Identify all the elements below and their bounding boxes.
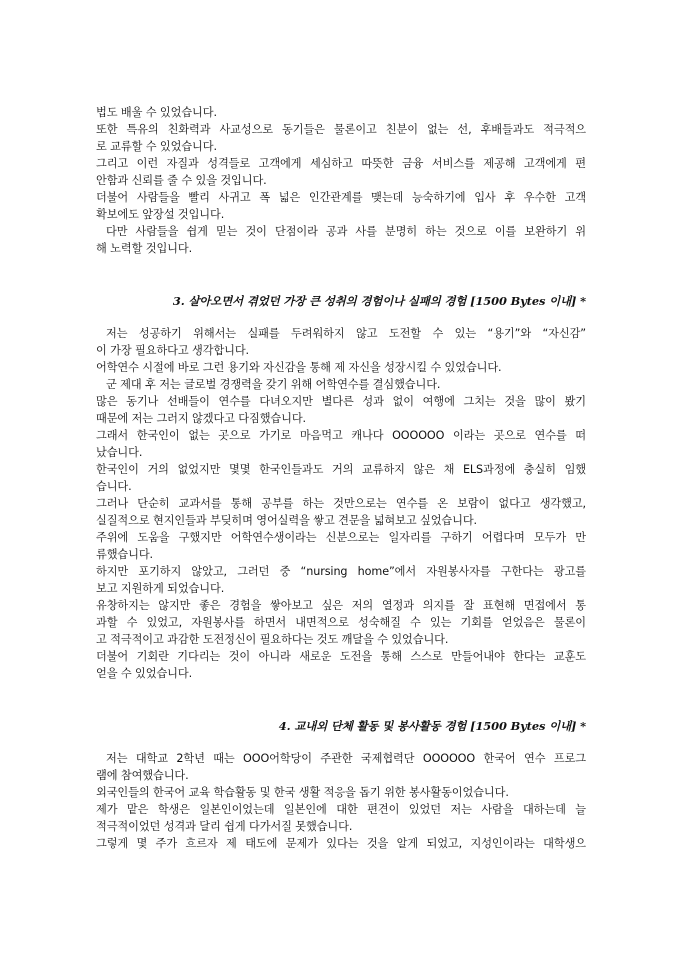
body-line: 실질적으로 현지인들과 부딪히며 영어실력을 쌓고 견문을 넓혀보고 싶었습니다. xyxy=(96,514,477,527)
body-line: 저는 성공하기 위해서는 실패를 두려워하지 않고 도전할 수 있는 “용기”와 “자신감” xyxy=(106,327,586,340)
body-line: 고 적극적이고 과감한 도전정신이 필요하다는 것도 깨달을 수 있었습니다. xyxy=(96,633,449,646)
body-line: 한국인이 거의 없었지만 몇몇 한국인들과도 거의 교류하지 않은 채 ELS과정에 충실히 임했 xyxy=(96,463,586,476)
body-line: 다만 사람들을 쉽게 믿는 것이 단점이라 공과 사를 분명히 하는 것으로 이를 보완하기 위 xyxy=(106,225,586,238)
section-3-body xyxy=(96,325,586,682)
document-page xyxy=(96,104,586,852)
body-line: 확보에도 앞장설 것입니다. xyxy=(96,208,225,221)
body-line: 램에 참여했습니다. xyxy=(96,769,189,782)
body-line: 그러나 단순히 교과서를 통해 공부를 하는 것만으로는 연수를 온 보람이 없다고 생각했고, xyxy=(96,497,586,510)
section-4-heading: 4. 교내외 단체 활동 및 봉사활동 경험 [1500 Bytes 이내] * xyxy=(278,719,586,733)
body-line: 법도 배울 수 있었습니다. xyxy=(96,106,217,119)
body-line: 적극적이었던 성격과 달리 쉽게 다가서질 못했습니다. xyxy=(96,820,353,833)
body-line: 그래서 한국인이 없는 곳으로 가기로 마음먹고 캐나다 OOOOOO 이라는 곳으로 연수를 떠 xyxy=(96,429,586,442)
body-line: 해 노력할 것입니다. xyxy=(96,242,193,255)
body-line: 외국인들의 한국어 교육 학습활동 및 한국 생활 적응을 돕기 위한 봉사활동이었습니다. xyxy=(96,786,509,799)
body-line: 제가 맡은 학생은 일본인이었는데 일본인에 대한 편견이 있었던 저는 사람을 대하는데 늘 xyxy=(96,803,586,816)
body-line: 류했습니다. xyxy=(96,548,153,561)
body-line: 하지만 포기하지 않았고, 그러던 중 “nursing home”에서 자원봉사자를 구한다는 광고를 xyxy=(96,565,586,578)
body-line: 주위에 도움을 구했지만 어학연수생이라는 신분으로는 일자리를 구하기 어렵다며 모두가 만 xyxy=(96,531,586,544)
section-3-heading: 3. 살아오면서 겪었던 가장 큰 성취의 경험이나 실패의 경험 [1500 Bytes 이내] * xyxy=(172,294,586,308)
body-line: 군 제대 후 저는 글로벌 경쟁력을 갖기 위해 어학연수를 결심했습니다. xyxy=(106,378,441,391)
body-line: 로 교류할 수 있었습니다. xyxy=(96,140,217,153)
body-line: 어학연수 시절에 바로 그런 용기와 자신감을 통해 제 자신을 성장시킬 수 있었습니다. xyxy=(96,361,502,374)
body-line: 얻을 수 있었습니다. xyxy=(96,667,193,680)
body-line: 났습니다. xyxy=(96,446,143,459)
body-line: 또한 특유의 친화력과 사교성으로 동기들은 물론이고 친분이 없는 선, 후배들과도 적극적으 xyxy=(96,123,586,136)
body-line: 그렇게 몇 주가 흐르자 제 태도에 문제가 있다는 것을 알게 되었고, 지성인이라는 대학생으 xyxy=(96,837,586,850)
body-line: 습니다. xyxy=(96,480,132,493)
body-line: 이 가장 필요하다고 생각합니다. xyxy=(96,344,250,357)
section-2-continuation xyxy=(96,104,586,257)
body-line: 많은 동기나 선배들이 연수를 다녀오지만 별다른 성과 없이 여행에 그치는 것을 많이 봤기 xyxy=(96,395,586,408)
body-line: 더불어 기회란 기다리는 것이 아니라 새로운 도전을 통해 스스로 만들어내야 한다는 교훈도 xyxy=(96,650,586,663)
body-line: 안함과 신뢰를 줄 수 있을 것입니다. xyxy=(96,174,267,187)
body-line: 보고 지원하게 되었습니다. xyxy=(96,582,225,595)
body-line: 저는 대학교 2학년 때는 OOO어학당이 주관한 국제협력단 OOOOOO 한국어 연수 프로그 xyxy=(106,752,586,765)
body-line: 유창하지는 않지만 좋은 경험을 쌓아보고 싶은 저의 열정과 의지를 잘 표현해 면접에서 통 xyxy=(96,599,586,612)
body-line: 그리고 이런 자질과 성격들로 고객에게 세심하고 따뜻한 금융 서비스를 제공해 고객에게 편 xyxy=(96,157,586,170)
section-4-body xyxy=(96,750,586,852)
body-line: 과할 수 있었고, 자원봉사를 하면서 내면적으로 성숙해질 수 있는 기회를 얻었음은 물론이 xyxy=(96,616,586,629)
body-line: 더불어 사람들을 빨리 사귀고 폭 넓은 인간관계를 맺는데 능숙하기에 입사 후 우수한 고객 xyxy=(96,191,586,204)
body-line: 때문에 저는 그러지 않겠다고 다짐했습니다. xyxy=(96,412,307,425)
